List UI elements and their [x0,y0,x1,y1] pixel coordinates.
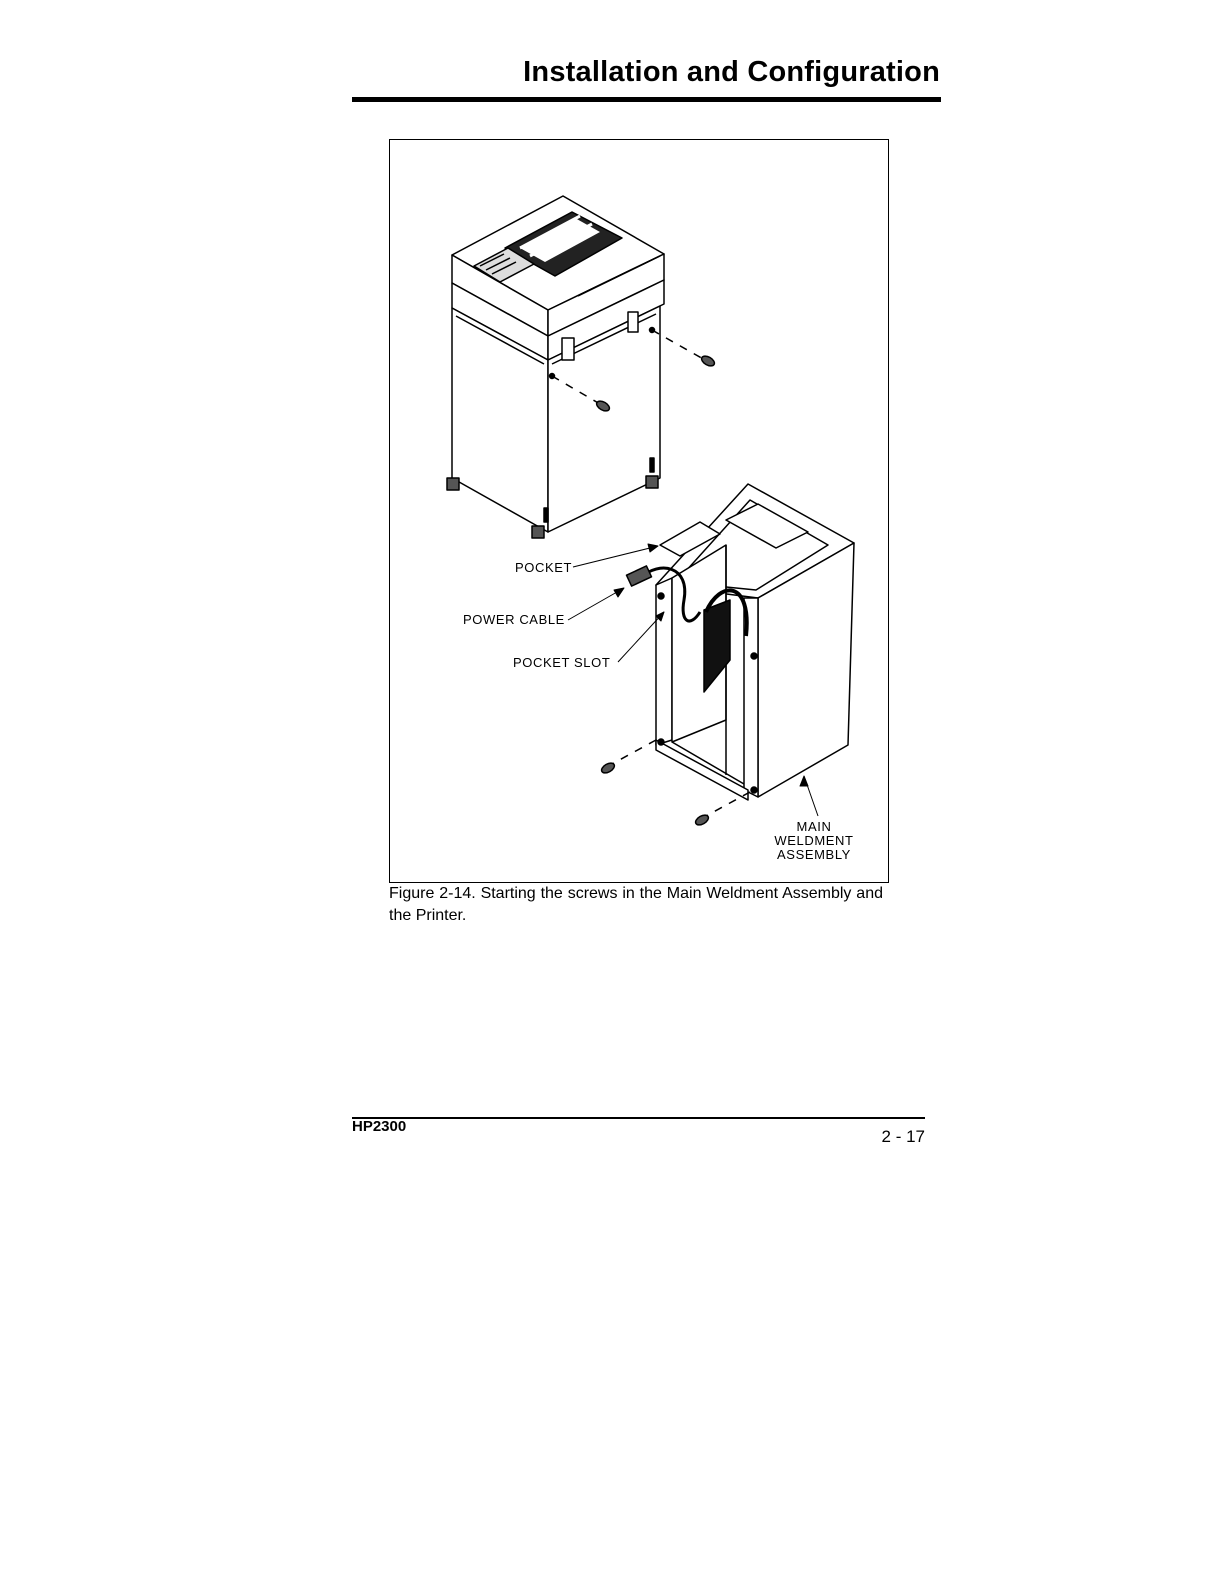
callout-main-line: MAIN [796,819,832,834]
callout-weldment-line: WELDMENT [774,833,854,848]
callout-pocket-slot: POCKET SLOT [513,655,611,670]
callout-assembly-line: ASSEMBLY [777,847,851,862]
callout-power-cable: POWER CABLE [463,612,565,627]
page-header-title: Installation and Configuration [523,56,940,88]
figure-caption: Figure 2-14. Starting the screws in the Main Weldment Assembly and the Printer. [389,885,883,924]
footer-page-number: 2 - 17 [881,1127,925,1146]
main-weldment-assembly [626,484,854,800]
printer-unit [447,196,664,538]
footer-model: HP2300 [352,1118,407,1135]
callout-main-weldment-assembly [762,820,866,862]
callout-pocket: POCKET [515,560,573,575]
footer-rule [352,1117,925,1119]
